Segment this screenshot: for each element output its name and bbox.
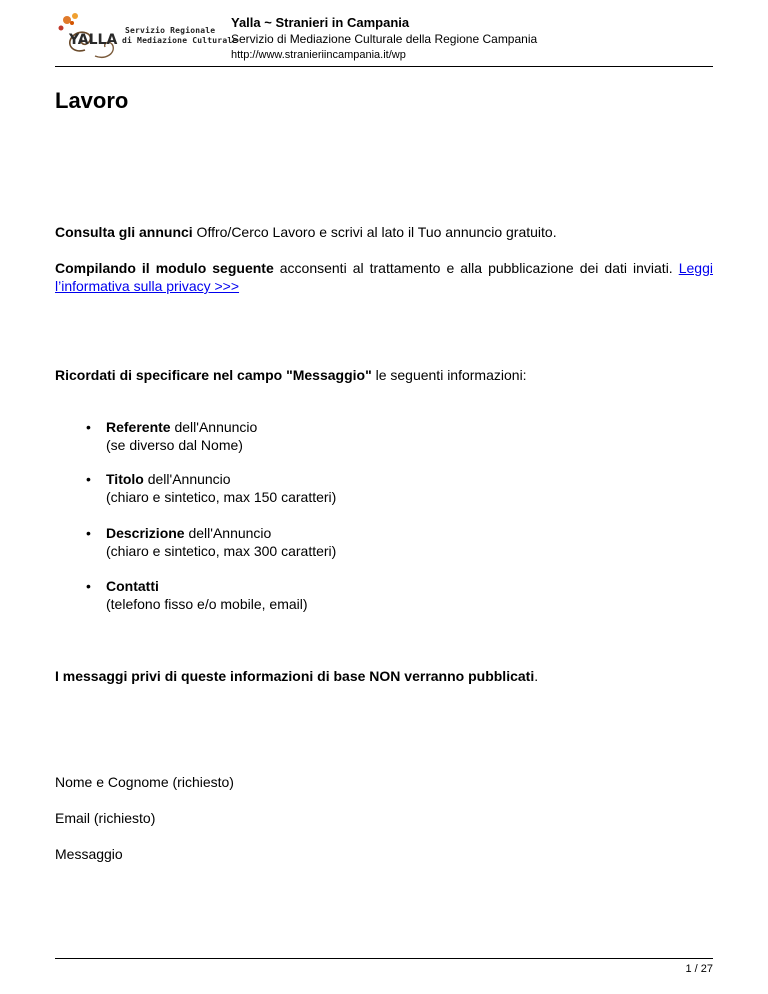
name-field-label: Nome e Cognome (richiesto) [55,774,234,790]
reminder-paragraph [55,366,713,384]
consent-text: acconsenti al trattamento e alla pubblicazione dei dati inviati. [273,260,679,276]
list-item-bold: Contatti [106,578,159,594]
warning-text: . [534,668,539,684]
reminder-text: le seguenti informazioni: [371,367,527,383]
consent-bold: Compilando il modulo seguente [55,260,274,276]
bullet-icon: • [86,525,91,541]
list-item-text: dell'Annuncio [184,525,272,541]
intro-text: Offro/Cerco Lavoro e scrivi al lato il Tuo annuncio gratuito. [192,224,557,240]
page-title: Lavoro [55,88,129,113]
list-item-note: (chiaro e sintetico, max 150 caratteri) [106,489,337,505]
yalla-logo [55,10,238,68]
site-subtitle: Servizio di Mediazione Culturale della Regione Campania [231,32,538,46]
site-title: Yalla ~ Stranieri in Campania [231,15,410,30]
message-field-label: Messaggio [55,846,123,862]
consent-paragraph [55,259,713,295]
warning-bold: I messaggi privi di queste informazioni di base NON verranno pubblicati [55,668,535,684]
site-url: http://www.stranieriincampania.it/wp [231,49,406,61]
bullet-icon: • [86,471,91,487]
document-footer [55,958,713,975]
list-item-note: (telefono fisso e/o mobile, email) [106,596,308,612]
email-field-label: Email (richiesto) [55,810,156,826]
list-item-text: dell'Annuncio [170,419,258,435]
list-item-bold: Titolo [106,471,144,487]
logo-emblem-icon [55,10,127,66]
list-item-bold: Descrizione [106,525,185,541]
document-header [55,8,713,67]
intro-bold: Consulta gli annunci [55,224,193,240]
warning-paragraph [55,667,713,685]
header-text-block [231,15,537,63]
bullet-icon: • [86,578,91,594]
logo-tagline-1: Servizio Regionale [125,26,216,35]
list-item-text: dell'Annuncio [143,471,231,487]
bullet-icon: • [86,419,91,435]
privacy-link[interactable]: Leggi l’informativa sulla privacy >>> [55,260,713,294]
logo-tagline-2: di Mediazione Culturale [122,36,238,45]
page-number: 1 / 27 [685,963,713,975]
list-item-note: (chiaro e sintetico, max 300 caratteri) [106,543,337,559]
reminder-bold: Ricordati di specificare nel campo "Messaggio" [55,367,372,383]
list-item-note: (se diverso dal Nome) [106,437,243,453]
intro-paragraph [55,223,713,241]
logo-wordmark: YALLA [69,32,118,48]
list-item-bold: Referente [106,419,171,435]
